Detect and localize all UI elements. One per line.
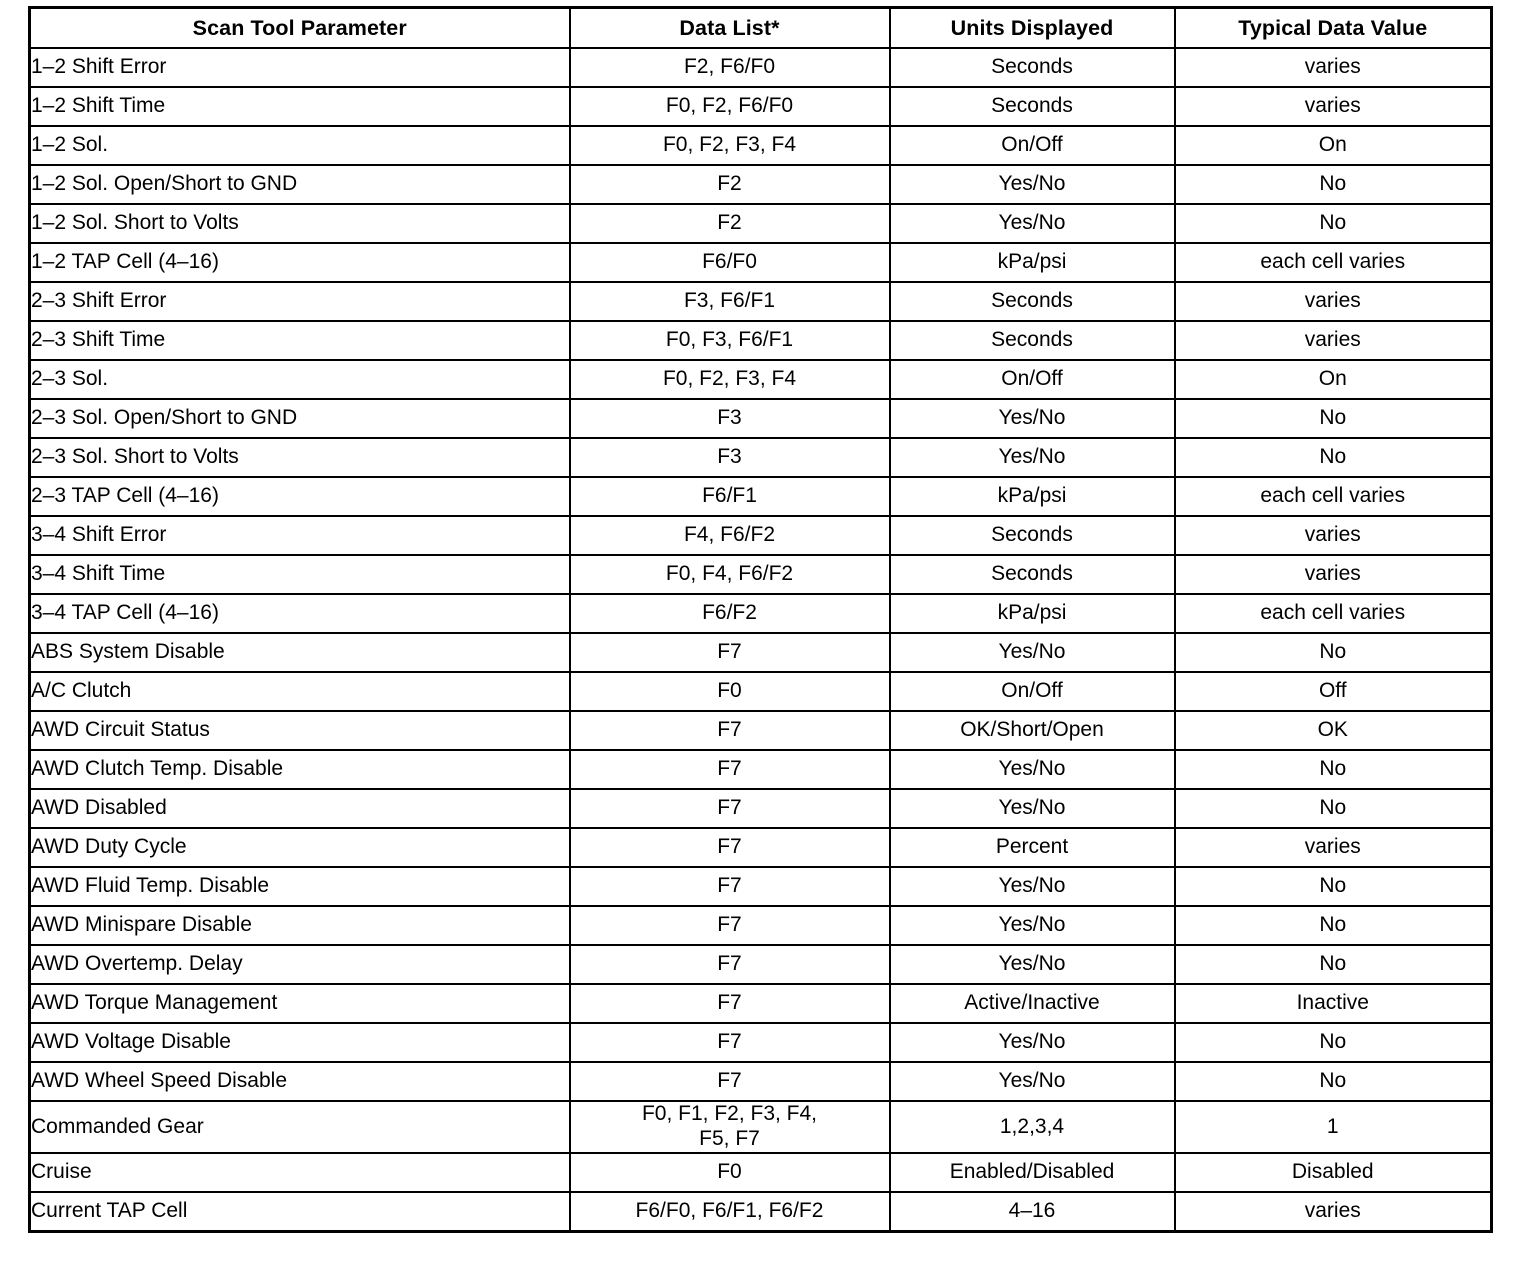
cell-typical-value: each cell varies xyxy=(1175,477,1492,516)
cell-units: Yes/No xyxy=(890,906,1175,945)
cell-units: Yes/No xyxy=(890,789,1175,828)
cell-parameter: 2–3 Sol. xyxy=(30,360,570,399)
table-row xyxy=(30,87,1492,126)
cell-parameter: 2–3 Sol. Open/Short to GND xyxy=(30,399,570,438)
cell-parameter: AWD Overtemp. Delay xyxy=(30,945,570,984)
column-header-typical-data-value: Typical Data Value xyxy=(1175,8,1492,49)
cell-typical-value: No xyxy=(1175,1023,1492,1062)
cell-data-list: F0, F3, F6/F1 xyxy=(570,321,890,360)
cell-typical-value: Inactive xyxy=(1175,984,1492,1023)
cell-data-list: F2, F6/F0 xyxy=(570,48,890,87)
cell-parameter: 1–2 Sol. xyxy=(30,126,570,165)
table-row xyxy=(30,204,1492,243)
table-row xyxy=(30,516,1492,555)
cell-parameter: AWD Wheel Speed Disable xyxy=(30,1062,570,1101)
cell-data-list-line-1: F0, F1, F2, F3, F4, xyxy=(641,1102,818,1125)
table-row xyxy=(30,282,1492,321)
cell-parameter: AWD Voltage Disable xyxy=(30,1023,570,1062)
cell-data-list: F0, F2, F3, F4 xyxy=(570,360,890,399)
cell-units: Yes/No xyxy=(890,1062,1175,1101)
cell-typical-value: No xyxy=(1175,204,1492,243)
cell-typical-value: varies xyxy=(1175,321,1492,360)
table-body xyxy=(30,48,1492,1231)
cell-data-list: F7 xyxy=(570,867,890,906)
cell-parameter: 2–3 Shift Error xyxy=(30,282,570,321)
cell-typical-value: Disabled xyxy=(1175,1153,1492,1192)
cell-typical-value: varies xyxy=(1175,555,1492,594)
cell-data-list: F0, F4, F6/F2 xyxy=(570,555,890,594)
table-row xyxy=(30,1023,1492,1062)
cell-data-list xyxy=(570,1101,890,1153)
cell-typical-value: No xyxy=(1175,165,1492,204)
cell-typical-value: 1 xyxy=(1175,1101,1492,1153)
cell-data-list: F3, F6/F1 xyxy=(570,282,890,321)
cell-units: Seconds xyxy=(890,282,1175,321)
cell-data-list: F7 xyxy=(570,750,890,789)
cell-typical-value: No xyxy=(1175,633,1492,672)
cell-parameter: Commanded Gear xyxy=(30,1101,570,1153)
cell-typical-value: varies xyxy=(1175,516,1492,555)
table-row xyxy=(30,1153,1492,1192)
cell-units: Seconds xyxy=(890,321,1175,360)
column-header-units-displayed: Units Displayed xyxy=(890,8,1175,49)
column-header-scan-tool-parameter: Scan Tool Parameter xyxy=(30,8,570,49)
cell-units: Yes/No xyxy=(890,165,1175,204)
cell-parameter: AWD Disabled xyxy=(30,789,570,828)
cell-parameter: Cruise xyxy=(30,1153,570,1192)
table-row xyxy=(30,399,1492,438)
cell-typical-value: No xyxy=(1175,906,1492,945)
cell-units: Seconds xyxy=(890,516,1175,555)
cell-units: Yes/No xyxy=(890,204,1175,243)
cell-typical-value: No xyxy=(1175,399,1492,438)
cell-typical-value: OK xyxy=(1175,711,1492,750)
cell-units: Yes/No xyxy=(890,1023,1175,1062)
cell-units: 1,2,3,4 xyxy=(890,1101,1175,1153)
table-row xyxy=(30,165,1492,204)
table-row xyxy=(30,1101,1492,1153)
cell-parameter: 2–3 Shift Time xyxy=(30,321,570,360)
table-row xyxy=(30,633,1492,672)
cell-parameter: 2–3 Sol. Short to Volts xyxy=(30,438,570,477)
cell-typical-value: each cell varies xyxy=(1175,243,1492,282)
table-row xyxy=(30,48,1492,87)
cell-data-list: F6/F0, F6/F1, F6/F2 xyxy=(570,1192,890,1232)
cell-parameter: 1–2 Shift Error xyxy=(30,48,570,87)
table-row xyxy=(30,867,1492,906)
cell-parameter: AWD Fluid Temp. Disable xyxy=(30,867,570,906)
cell-units: Yes/No xyxy=(890,945,1175,984)
table-row xyxy=(30,321,1492,360)
cell-units: Seconds xyxy=(890,555,1175,594)
cell-data-list: F7 xyxy=(570,711,890,750)
cell-parameter: AWD Duty Cycle xyxy=(30,828,570,867)
cell-data-list: F7 xyxy=(570,1062,890,1101)
cell-typical-value: No xyxy=(1175,438,1492,477)
table-row xyxy=(30,243,1492,282)
cell-data-list: F3 xyxy=(570,438,890,477)
cell-parameter: 1–2 Sol. Short to Volts xyxy=(30,204,570,243)
cell-units: Active/Inactive xyxy=(890,984,1175,1023)
cell-typical-value: each cell varies xyxy=(1175,594,1492,633)
cell-data-list: F7 xyxy=(570,984,890,1023)
cell-parameter: 3–4 Shift Error xyxy=(30,516,570,555)
cell-typical-value: No xyxy=(1175,945,1492,984)
cell-units: On/Off xyxy=(890,672,1175,711)
cell-parameter: A/C Clutch xyxy=(30,672,570,711)
cell-units: 4–16 xyxy=(890,1192,1175,1232)
table-row xyxy=(30,126,1492,165)
table-header-row xyxy=(30,8,1492,49)
cell-data-list: F2 xyxy=(570,165,890,204)
cell-data-list: F7 xyxy=(570,1023,890,1062)
cell-data-list: F3 xyxy=(570,399,890,438)
column-header-data-list: Data List* xyxy=(570,8,890,49)
cell-units: Yes/No xyxy=(890,633,1175,672)
cell-units: Yes/No xyxy=(890,399,1175,438)
cell-parameter: ABS System Disable xyxy=(30,633,570,672)
cell-parameter: AWD Minispare Disable xyxy=(30,906,570,945)
cell-data-list: F6/F1 xyxy=(570,477,890,516)
cell-units: Enabled/Disabled xyxy=(890,1153,1175,1192)
cell-parameter: AWD Torque Management xyxy=(30,984,570,1023)
cell-typical-value: No xyxy=(1175,789,1492,828)
cell-typical-value: No xyxy=(1175,867,1492,906)
cell-typical-value: varies xyxy=(1175,48,1492,87)
table-row xyxy=(30,984,1492,1023)
cell-units: Yes/No xyxy=(890,867,1175,906)
cell-data-list: F6/F0 xyxy=(570,243,890,282)
cell-typical-value: No xyxy=(1175,1062,1492,1101)
table-row xyxy=(30,1192,1492,1232)
cell-parameter: AWD Circuit Status xyxy=(30,711,570,750)
table-row xyxy=(30,789,1492,828)
table-row xyxy=(30,477,1492,516)
table-row xyxy=(30,672,1492,711)
cell-units: On/Off xyxy=(890,360,1175,399)
cell-data-list: F7 xyxy=(570,906,890,945)
table-row xyxy=(30,438,1492,477)
cell-units: kPa/psi xyxy=(890,477,1175,516)
cell-units: Seconds xyxy=(890,48,1175,87)
cell-data-list: F7 xyxy=(570,945,890,984)
cell-parameter: 1–2 Sol. Open/Short to GND xyxy=(30,165,570,204)
cell-units: Percent xyxy=(890,828,1175,867)
cell-typical-value: varies xyxy=(1175,1192,1492,1232)
table-row xyxy=(30,828,1492,867)
table-row xyxy=(30,360,1492,399)
cell-parameter: 1–2 Shift Time xyxy=(30,87,570,126)
cell-typical-value: Off xyxy=(1175,672,1492,711)
cell-units: kPa/psi xyxy=(890,243,1175,282)
cell-typical-value: varies xyxy=(1175,87,1492,126)
table-row xyxy=(30,750,1492,789)
cell-parameter: 3–4 TAP Cell (4–16) xyxy=(30,594,570,633)
cell-parameter: Current TAP Cell xyxy=(30,1192,570,1232)
table-row xyxy=(30,555,1492,594)
cell-units: kPa/psi xyxy=(890,594,1175,633)
cell-parameter: 3–4 Shift Time xyxy=(30,555,570,594)
cell-typical-value: varies xyxy=(1175,282,1492,321)
cell-typical-value: varies xyxy=(1175,828,1492,867)
cell-typical-value: No xyxy=(1175,750,1492,789)
cell-data-list-line-2: F5, F7 xyxy=(699,1126,760,1150)
cell-units: Seconds xyxy=(890,87,1175,126)
cell-units: Yes/No xyxy=(890,438,1175,477)
cell-parameter: AWD Clutch Temp. Disable xyxy=(30,750,570,789)
cell-data-list: F7 xyxy=(570,828,890,867)
cell-parameter: 1–2 TAP Cell (4–16) xyxy=(30,243,570,282)
cell-data-list: F2 xyxy=(570,204,890,243)
cell-units: Yes/No xyxy=(890,750,1175,789)
cell-units: OK/Short/Open xyxy=(890,711,1175,750)
cell-data-list: F0 xyxy=(570,672,890,711)
cell-data-list: F0 xyxy=(570,1153,890,1192)
scan-tool-parameter-table xyxy=(28,6,1493,1233)
table-row xyxy=(30,1062,1492,1101)
table-row xyxy=(30,711,1492,750)
cell-units: On/Off xyxy=(890,126,1175,165)
cell-data-list: F7 xyxy=(570,789,890,828)
table-row xyxy=(30,945,1492,984)
cell-typical-value: On xyxy=(1175,126,1492,165)
cell-data-list: F4, F6/F2 xyxy=(570,516,890,555)
cell-typical-value: On xyxy=(1175,360,1492,399)
cell-data-list: F0, F2, F6/F0 xyxy=(570,87,890,126)
cell-data-list: F0, F2, F3, F4 xyxy=(570,126,890,165)
cell-parameter: 2–3 TAP Cell (4–16) xyxy=(30,477,570,516)
table-row xyxy=(30,906,1492,945)
cell-data-list: F6/F2 xyxy=(570,594,890,633)
cell-data-list: F7 xyxy=(570,633,890,672)
table-row xyxy=(30,594,1492,633)
